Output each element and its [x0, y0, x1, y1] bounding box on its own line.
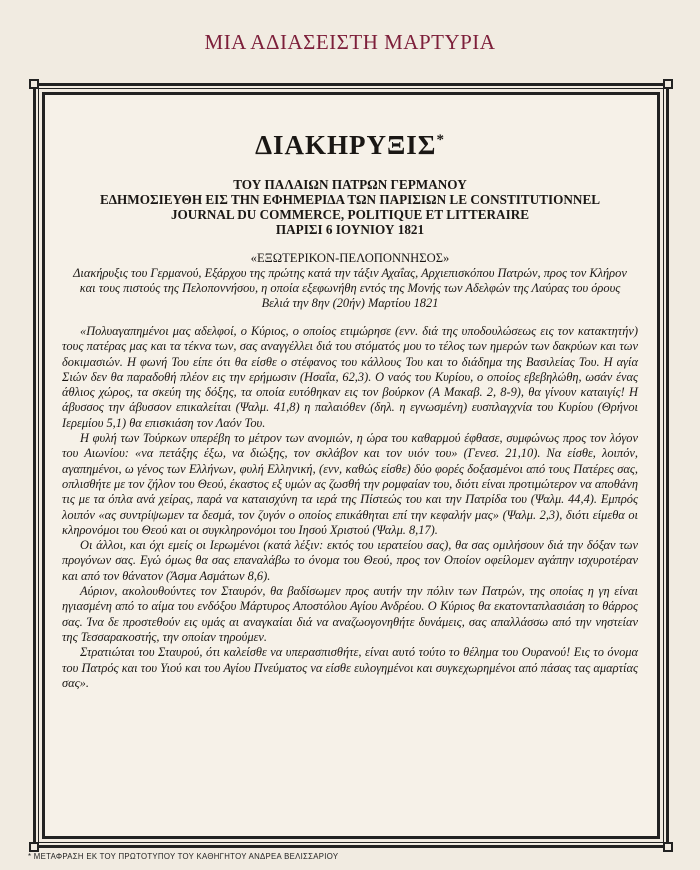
main-title-text: ΔΙΑΚΗΡΥΞΙΣ [255, 130, 437, 160]
main-title [62, 130, 638, 161]
document-content [62, 108, 638, 833]
frame-corner-top-right [663, 79, 673, 89]
frame-corner-bottom-right [663, 842, 673, 852]
body-paragraph: Αύριον, ακολουθούντες τον Σταυρόν, θα βαδίσωμεν προς αυτήν την πόλιν των Πατρών, της οποίας η γη είναι ηγιασμένη από το αίμα του ενδόξου Μάρτυρος Αποστόλου Αγίου Ανδρέου. Ο Κύριος θα εκατονταπλασιάση το θάρρος σας. Ίνα δε προστεθούν εις υμάς αι αναγκαίαι διά να αναζωογονηθήτε δυνάμεις, σας απαλλάσσω από την νηστείαν της Τεσσαρακοστής, την οποίαν τηρούμεν. [62, 584, 638, 644]
body-paragraph: Οι άλλοι, και όχι εμείς οι Ιερωμένοι (κατά λέξιν: εκτός του ιερατείου σας), θα σας ομιλήσουν διά την δόξαν των προγόνων σας. Εγώ όμως θα σας επαναλάβω το όνομα του Θεού, προς τον Οποίον οφείλομεν αγάπην ισχυροτέραν και από τον θάνατον (Άσμα Ασμάτων 8,6). [62, 538, 638, 583]
headline-line: ΠΑΡΙΣΙ 6 ΙΟΥΝΙΟΥ 1821 [275, 222, 425, 237]
headline-line: ΤΟΥ ΠΑΛΑΙΩΝ ΠΑΤΡΩΝ ΓΕΡΜΑΝΟΥ [233, 177, 467, 192]
body-text [62, 324, 638, 691]
frame-corner-top-left [29, 79, 39, 89]
body-paragraph: «Πολυαγαπημένοι μας αδελφοί, ο Κύριος, ο οποίος ετιμώρησε (ενν. διά της υποδουλώσεως εις τον κατακτητήν) τους πατέρας μας και τα τέκνα των, σας αναγγέλλει διά του στόματός μου το τέλος των ημερών των δακρύων και των δοκιμασιών. Η φωνή Του είπε ότι θα είσθε ο στέφανος του κάλλους Του και το διάδημα της Βασιλείας Του. Η αγία Σιών δεν θα παραδοθή πλέον εις την ερήμωσιν (Ησαΐα, 62,3). Ο ναός του Κυρίου, ο οποίος εβεβηλώθη, ωσάν ένας άθλιος χώρος, τα σκεύη της δόξης, τα οποία ευτόθηκαν εις τον βούρκον (Α Μακαβ. 2, 8-9), θα γίνουν καταιγίς! Η άβυσσος την άβυσσον επικαλείται (Ψαλμ. 41,8) η παλαιόθεν (δηλ. η εγνωσμένη) ευσπλαγχνία του Κυρίου (Θρήνοι Ιερεμίου 5,1) θα επισκιάση τον Λαόν Του. [62, 324, 638, 430]
footnote: * ΜΕΤΑΦΡΑΣΗ ΕΚ ΤΟΥ ΠΡΩΤΟΤΥΠΟΥ ΤΟΥ ΚΑΘΗΓΗΤΟΥ ΑΝΔΡΕΑ ΒΕΛΙΣΣΑΡΙΟΥ [28, 852, 339, 861]
body-paragraph: Στρατιώται του Σταυρού, ότι καλείσθε να υπερασπισθήτε, είναι αυτό τούτο το θέλημα του Ουρανού! Εις το όνομα του Πατρός και του Υιού και του Αγίου Πνεύματος να είσθε ευλογημένοι και συγκεχωρημένοι από πάσας τας αμαρτίας σας». [62, 645, 638, 690]
body-paragraph: Η φυλή των Τούρκων υπερέβη το μέτρον των ανομιών, η ώρα του καθαρμού έφθασε, συμφώνως προς τον λόγον του Αιωνίου: «να πετάξης έξω, να διώξης, τον σκλάβον και τον υιόν του» (Γενεσ. 21,10). Να είσθε, λοιπόν, αγαπημένοι, ω γένος των Ελλήνων, φυλή Ελληνική, (ενν, καθώς είσθε) δύο φορές δοξασμένοι από τους Πατέρες σας, οπλισθήτε με τον ζήλον του Θεού, έκαστος εξ υμών ας ζωσθή την ρομφαίαν του, διότι είναι προτιμώτερον να αποθάνη τις με τα όπλα ανά χείρας, παρά να καταισχύνη τα ιερά της Πίστεώς του και την Πατρίδα του (Ψαλμ. 44,4). Εμπρός λοιπόν «ας συντρίψωμεν τα δεσμά, τον ζυγόν ο οποίος επικάθηται επί την κεφαλήν μας» (Ψαλμ. 2,3), διότι είμεθα οι κληρονόμοι του Θεού και οι συγκληρονόμοι του Ιησού Χριστού (Ψαλμ. 8,17). [62, 431, 638, 537]
headline-block [62, 177, 638, 237]
headline-line: JOURNAL DU COMMERCE, POLITIQUE ET LITTERAIRE [170, 207, 530, 222]
frame-corner-bottom-left [29, 842, 39, 852]
section-heading: «ΕΞΩΤΕΡΙΚΟΝ-ΠΕΛΟΠΟΝΝΗΣΟΣ» [250, 251, 450, 265]
intro-paragraph: Διακήρυξις του Γερμανού, Εξάρχου της πρώτης κατά την τάξιν Αχαΐας, Αρχιεπισκόπου Πατρών, προς τον Κλήρον και τους πιστούς της Πελοποννήσου, η οποία εξεφωνήθη εντός της Μονής των Αδελφών της Λαύρας του όρους Βελιά την 8ην (20ήν) Μαρτίου 1821 [73, 266, 627, 310]
headline-line: ΕΔΗΜΟΣΙΕΥΘΗ ΕΙΣ ΤΗΝ ΕΦΗΜΕΡΙΔΑ ΤΩΝ ΠΑΡΙΣΙΩΝ LE CONSTITUTIONNEL [99, 192, 601, 207]
footnote-marker: * [436, 132, 445, 148]
top-heading: ΜΙΑ ΑΔΙΑΣΕΙΣΤΗ ΜΑΡΤΥΡΙΑ [204, 30, 496, 54]
